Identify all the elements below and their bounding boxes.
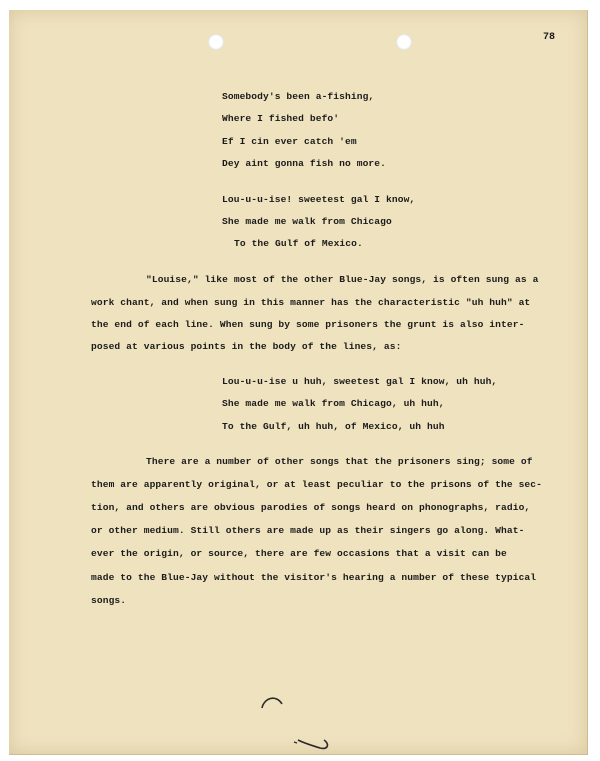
paragraph2-line-2: them are apparently original, or at least peculiar to the prisons of the sec- <box>91 479 543 490</box>
verse1-line-1: Somebody's been a-fishing, <box>222 91 375 102</box>
paragraph1-line-1: "Louise," like most of the other Blue-Jay songs, is often sung as a <box>146 274 539 285</box>
verse1-line-3: Ef I cin ever catch 'em <box>222 136 357 147</box>
verse3-line-1: Lou-u-u-ise u huh, sweetest gal I know, uh huh, <box>222 376 498 387</box>
verse1-line-4: Dey aint gonna fish no more. <box>222 158 387 169</box>
punch-hole-left <box>208 34 224 50</box>
paragraph2-line-1: There are a number of other songs that the prisoners sing; some of <box>146 456 533 467</box>
paragraph2-line-3: tion, and others are obvious parodies of songs heard on phonographs, radio, <box>91 502 531 513</box>
paragraph1-line-3: the end of each line. When sung by some prisoners the grunt is also inter- <box>91 319 525 330</box>
verse1-line-2: Where I fished befo' <box>222 113 340 124</box>
paragraph2-line-5: ever the origin, or source, there are few occasions that a visit can be <box>91 548 507 559</box>
paperclip-icon <box>254 688 334 758</box>
verse2-line-1: Lou-u-u-ise! sweetest gal I know, <box>222 194 416 205</box>
verse2-line-3: To the Gulf of Mexico. <box>234 238 363 249</box>
paragraph2-line-7: songs. <box>91 595 127 606</box>
paragraph1-line-4: posed at various points in the body of the lines, as: <box>91 341 402 352</box>
paragraph2-line-4: or other medium. Still others are made up as their singers go along. What- <box>91 525 525 536</box>
paragraph1-line-2: work chant, and when sung in this manner has the characteristic "uh huh" at <box>91 297 531 308</box>
verse3-line-3: To the Gulf, uh huh, of Mexico, uh huh <box>222 421 445 432</box>
page-number: 78 <box>542 32 555 43</box>
paragraph2-line-6: made to the Blue-Jay without the visitor's hearing a number of these typical <box>91 572 537 583</box>
punch-hole-right <box>396 34 412 50</box>
verse3-line-2: She made me walk from Chicago, uh huh, <box>222 398 445 409</box>
verse2-line-2: She made me walk from Chicago <box>222 216 392 227</box>
